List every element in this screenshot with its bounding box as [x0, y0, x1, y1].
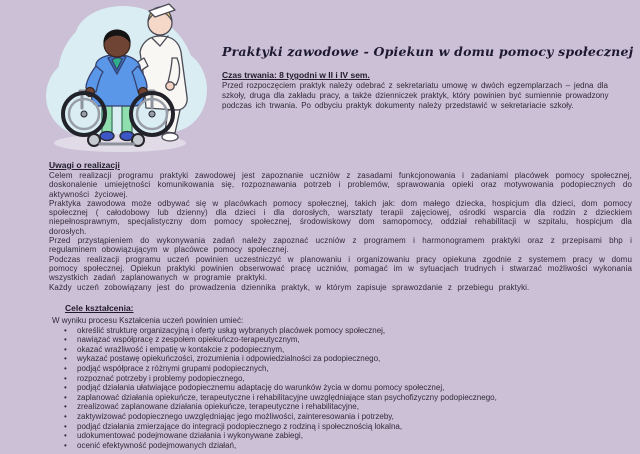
- remarks-paragraph: Podczas realizacji programu uczeń powinien uczestniczyć w planowaniu i organizowaniu pracy opiekuna zgodnie z systemem pracy w domu pomocy społecznej. Opiekun praktyki powinien obserwować pracę uczniów, pomagać im w sytuacjach trudnych i stwarzać możliwości wykonania wszystkich zadań zaplanowanych w programie praktyki.: [49, 254, 632, 283]
- goal-item: • ocenić efektywność podejmowanych działań,: [77, 441, 632, 451]
- duration-heading: Czas trwania: 8 tygodni w II i IV sem.: [222, 70, 370, 80]
- goal-item: • udokumentować podejmowane działania i wykonywane zabiegi,: [77, 431, 632, 441]
- goal-item: • wykazać postawę opiekuńczości, zrozumienia i odpowiedzialności za podopiecznego,: [77, 354, 632, 364]
- remarks-paragraph: Każdy uczeń zobowiązany jest do prowadzenia dziennika praktyk, w którym zapisuje sprawozdanie z przebiegu praktyki.: [49, 282, 530, 292]
- goal-item: • podjąć współprace z różnymi grupami podopiecznych,: [77, 364, 632, 374]
- remarks-paragraph: Celem realizacji programu praktyki zawodowej jest zapoznanie uczniów z zasadami funkcjonowania i zadaniami placówek pomocy społecznej, doskonalenie umiejętności komunikowania się, rozpoznawania potrzeb i problemów, sprawowania opieki oraz motywowania podopiecznych do aktywności życiowej.: [49, 171, 632, 199]
- remarks-paragraph: Przed przystąpieniem do wykonywania zadań należy zapoznać uczniów z programem i harmonogramem praktyki oraz z przepisami bhp i regulaminem obowiązującym w placówce pomocy społecznej.: [49, 236, 632, 255]
- goals-section: [49, 298, 632, 450]
- goals-list: [49, 326, 632, 451]
- goal-item: • określić strukturę organizacyjną i oferty usług wybranych placówek pomocy społecznej,: [77, 326, 632, 336]
- goals-heading: Cele kształcenia:: [65, 303, 134, 313]
- goal-item: • nawiązać współpracę z zespołem opiekuńczo-terapeutycznym,: [77, 335, 632, 345]
- goals-intro: W wyniku procesu Kształcenia uczeń powinien umieć:: [52, 316, 244, 325]
- goal-item: • rozpoznać potrzeby i problemy podopiecznego,: [77, 374, 632, 384]
- page-title: Praktyki zawodowe - Opiekun w domu pomocy społecznej: [222, 44, 634, 59]
- remarks-section: [49, 160, 632, 292]
- remarks-heading: Uwagi o realizacji: [49, 160, 120, 170]
- goal-item: • zrealizować zaplanowane działania opiekuńcze, terapeutyczne i rehabilitacyjne,: [77, 402, 632, 412]
- remarks-paragraph: Praktyka zawodowa może odbywać się w placówkach pomocy społecznej, takich jak: dom małego dziecka, hospicjum dla dzieci, dom pomocy społecznej ( całodobowy lub dzienny) dla dzieci i dla dorosłych, warsztaty terapii zajęciowej, ośrodki wsparcia dla rodzin z dzieckiem niepełnosprawnym, specjalistyczny dom pomocy społecznej, środowiskowy dom samopomocy, oddział rehabilitacji w szpitalu, hospicjum dla dorosłych.: [49, 198, 632, 236]
- caregiver-wheelchair-illustration: [28, 0, 218, 160]
- goal-item: • zaktywizować podopiecznego uwzględniając jego możliwości, zainteresowania i potrzeby,: [77, 412, 632, 422]
- goal-item: • podjąć działania zmierzające do integracji podopiecznego z rodziną i społecznością lokalna,: [77, 422, 632, 432]
- caregiver-wheelchair-image: [28, 0, 218, 160]
- goal-item: • okazać wrażliwość i empatię w kontakcie z podopiecznym,: [77, 345, 632, 355]
- header-block: [222, 44, 636, 111]
- goal-item: • zaplanować działania opiekuńcze, terapeutyczne i rehabilitacyjne uwzględniające stan psychofizyczny podopiecznego,: [77, 393, 632, 403]
- goal-item: • podjąć działania ułatwiające podopiecznemu adaptację do warunków życia w domu pomocy społecznej,: [77, 383, 632, 393]
- intro-paragraph: Przed rozpoczęciem praktyk należy odebrać z sekretariatu umowę w dwóch egzemplarzach – jedna dla szkoły, druga dla zakładu pracy, a także dzienniczek praktyk, który powinien być sumiennie prowadzony podczas ich trwania. Po odbyciu praktyk dokumenty należy przedstawić w sekretariacie szkoły.: [222, 81, 609, 110]
